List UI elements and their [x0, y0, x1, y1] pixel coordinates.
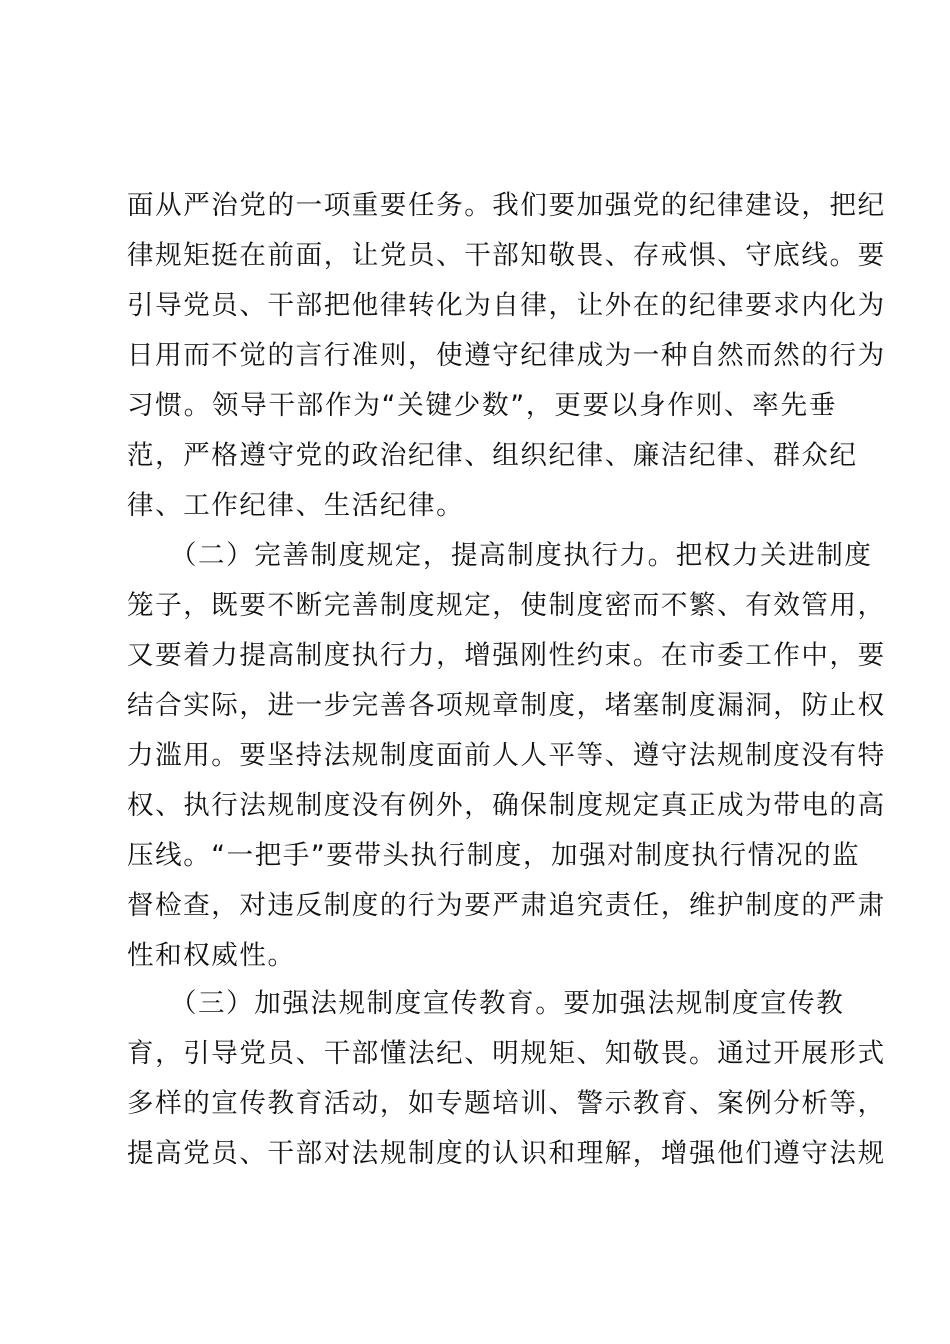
- text-line: 提高党员、干部对法规制度的认识和理解，增强他们遵守法规: [127, 1138, 886, 1169]
- text-line: 督检查，对违反制度的行为要严肃追究责任，维护制度的严肃: [127, 890, 886, 921]
- text-line: 又要着力提高制度执行力，增强刚性约束。在市委工作中，要: [127, 640, 886, 671]
- text-line: 日用而不觉的言行准则，使遵守纪律成为一种自然而然的行为: [127, 340, 886, 371]
- text-line: 压线。“一把手”要带头执行制度，加强对制度执行情况的监: [127, 840, 861, 871]
- text-line: 力滥用。要坚持法规制度面前人人平等、遵守法规制度没有特: [127, 740, 886, 771]
- text-line: 律规矩挺在前面，让党员、干部知敬畏、存戒惧、守底线。要: [127, 240, 886, 271]
- text-line: （三）加强法规制度宣传教育。要加强法规制度宣传教: [127, 988, 845, 1019]
- text-line: 笼子，既要不断完善制度规定，使制度密而不繁、有效管用，: [127, 590, 886, 621]
- text-line: 范，严格遵守党的政治纪律、组织纪律、廉洁纪律、群众纪: [127, 440, 858, 471]
- text-line: 性和权威性。: [127, 940, 296, 971]
- text-line: 多样的宣传教育活动，如专题培训、警示教育、案例分析等，: [127, 1088, 886, 1119]
- text-line: 引导党员、干部把他律转化为自律，让外在的纪律要求内化为: [127, 290, 886, 321]
- text-line: 习惯。领导干部作为“关键少数”，更要以身作则、率先垂: [127, 390, 837, 421]
- text-line: 律、工作纪律、生活纪律。: [127, 490, 465, 521]
- text-line: 育，引导党员、干部懂法纪、明规矩、知敬畏。通过开展形式: [127, 1038, 886, 1069]
- text-line: 权、执行法规制度没有例外，确保制度规定真正成为带电的高: [127, 790, 886, 821]
- text-line: 面从严治党的一项重要任务。我们要加强党的纪律建设，把纪: [127, 190, 886, 221]
- text-line: 结合实际，进一步完善各项规章制度，堵塞制度漏洞，防止权: [127, 690, 886, 721]
- text-line: （二）完善制度规定，提高制度执行力。把权力关进制度: [127, 540, 873, 571]
